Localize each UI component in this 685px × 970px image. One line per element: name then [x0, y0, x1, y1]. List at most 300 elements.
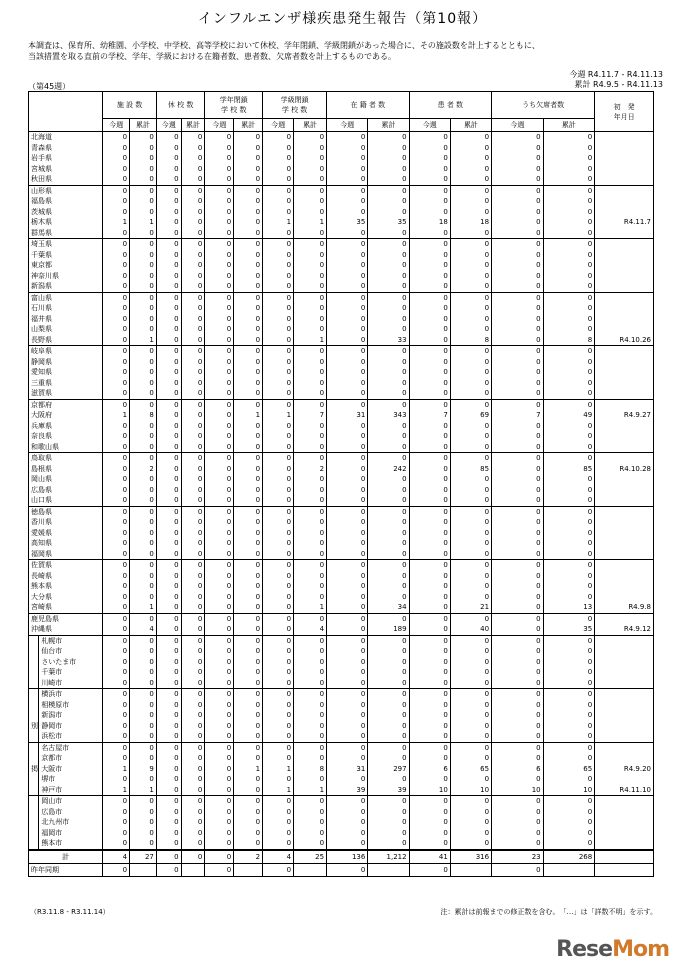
onset-date [595, 260, 654, 271]
cell-value: 0 [327, 485, 368, 496]
cell-value: 0 [130, 185, 157, 196]
cell-value: 0 [234, 560, 263, 571]
period-info [569, 70, 663, 90]
cell-value: 0 [409, 753, 450, 764]
onset-date [595, 613, 654, 624]
cell-value: 0 [156, 560, 181, 571]
cell-value: 1 [130, 335, 157, 346]
cell-value: 0 [409, 164, 450, 175]
cell-value: 0 [130, 453, 157, 464]
cell-value: 0 [492, 143, 544, 154]
cell-value: 0 [327, 624, 368, 635]
row-name: 大分県 [29, 592, 103, 603]
cell-value: 0 [492, 357, 544, 368]
cell-value: 0 [205, 817, 234, 828]
cell-value: 0 [103, 303, 130, 314]
cell-value: 0 [263, 495, 294, 506]
cell-value: 0 [205, 646, 234, 657]
side-label [29, 700, 39, 711]
cell-value: 0 [450, 357, 491, 368]
cell-value: 0 [327, 388, 368, 399]
cell-value: 0 [409, 624, 450, 635]
cell-value: 0 [181, 602, 205, 613]
cell-value: 0 [263, 196, 294, 207]
cell-value: 0 [409, 143, 450, 154]
cell-value: 0 [130, 517, 157, 528]
cell-value: 0 [156, 863, 181, 876]
cell-value: 0 [263, 581, 294, 592]
cell-value: 0 [130, 281, 157, 292]
cell-value: 0 [327, 367, 368, 378]
cell-value: 0 [409, 538, 450, 549]
header-sub: 累計 [181, 119, 205, 132]
cell-value: 0 [181, 764, 205, 775]
table-row [29, 817, 654, 828]
cell-value: 65 [450, 764, 491, 775]
cell-value: 0 [205, 474, 234, 485]
cell-value [368, 863, 409, 876]
cell-value: 0 [205, 710, 234, 721]
cell-value: 0 [156, 828, 181, 839]
table-row [29, 753, 654, 764]
cell-value: 1,212 [368, 850, 409, 864]
cell-value: 0 [156, 528, 181, 539]
cell-value: 0 [492, 346, 544, 357]
cell-value: 0 [492, 281, 544, 292]
cell-value: 0 [543, 196, 595, 207]
cell-value: 0 [492, 817, 544, 828]
table-row [29, 538, 654, 549]
row-name: 神戸市 [39, 785, 103, 796]
cell-value: 0 [103, 132, 130, 143]
cell-value: 0 [294, 314, 327, 325]
cell-value: 0 [156, 260, 181, 271]
cell-value: 0 [543, 817, 595, 828]
cell-value: 0 [103, 196, 130, 207]
onset-date [595, 560, 654, 571]
cell-value: 0 [327, 528, 368, 539]
cell-value: 0 [181, 250, 205, 261]
cell-value: 0 [103, 335, 130, 346]
cell-value: 0 [450, 260, 491, 271]
cell-value: 0 [263, 239, 294, 250]
cell-value: 0 [450, 442, 491, 453]
cell-value: 0 [156, 335, 181, 346]
cell-value: 0 [543, 367, 595, 378]
footnote-last-year-period: （R3.11.8 - R3.11.14） [30, 908, 110, 916]
header-group: 施 設 数 [103, 92, 157, 119]
cell-value: 0 [130, 239, 157, 250]
cell-value: 0 [156, 624, 181, 635]
cell-value: 0 [205, 153, 234, 164]
table-row [29, 399, 654, 410]
row-name: 広島県 [29, 485, 103, 496]
cell-value: 268 [543, 850, 595, 864]
onset-date: R4.11.10 [595, 785, 654, 796]
cell-value: 0 [234, 838, 263, 850]
row-name: 堺市 [39, 774, 103, 785]
cell-value: 0 [450, 346, 491, 357]
cell-value: 0 [156, 646, 181, 657]
cell-value: 0 [327, 495, 368, 506]
cell-value: 23 [492, 850, 544, 864]
cell-value: 0 [450, 196, 491, 207]
cell-value: 0 [156, 399, 181, 410]
cell-value: 0 [327, 239, 368, 250]
cell-value: 0 [234, 785, 263, 796]
cell-value: 0 [368, 646, 409, 657]
last-year-row [29, 863, 654, 876]
cell-value: 0 [492, 796, 544, 807]
cell-value: 0 [181, 796, 205, 807]
cell-value: 0 [409, 646, 450, 657]
onset-date: R4.9.8 [595, 602, 654, 613]
side-label [29, 657, 39, 668]
cell-value: 0 [543, 260, 595, 271]
cell-value: 0 [543, 399, 595, 410]
cell-value: 0 [368, 635, 409, 646]
cell-value: 0 [492, 517, 544, 528]
cell-value: 0 [234, 196, 263, 207]
onset-date: R4.9.12 [595, 624, 654, 635]
row-name: 名古屋市 [39, 742, 103, 753]
cell-value: 0 [543, 506, 595, 517]
cell-value: 0 [103, 292, 130, 303]
cell-value: 0 [294, 495, 327, 506]
side-label [29, 635, 39, 646]
cell-value [450, 863, 491, 876]
onset-date [595, 571, 654, 582]
onset-date [595, 796, 654, 807]
cell-value: 0 [543, 185, 595, 196]
row-name: 岩手県 [29, 153, 103, 164]
cell-value: 0 [450, 185, 491, 196]
cell-value: 0 [492, 153, 544, 164]
cell-value: 0 [368, 303, 409, 314]
cell-value: 0 [181, 838, 205, 850]
cell-value: 0 [234, 164, 263, 175]
cell-value: 0 [205, 785, 234, 796]
cell-value: 0 [234, 421, 263, 432]
cell-value: 0 [234, 828, 263, 839]
cell-value: 1 [103, 764, 130, 775]
side-label [29, 646, 39, 657]
cell-value: 0 [156, 571, 181, 582]
cell-value: 0 [543, 388, 595, 399]
table-row [29, 602, 654, 613]
cell-value: 0 [409, 250, 450, 261]
cell-value: 6 [492, 764, 544, 775]
cell-value: 0 [103, 431, 130, 442]
cell-value: 0 [409, 399, 450, 410]
cell-value: 0 [156, 838, 181, 850]
cell-value: 0 [103, 346, 130, 357]
cell-value: 0 [543, 807, 595, 818]
cell-value: 0 [263, 678, 294, 689]
cell-value: 0 [263, 388, 294, 399]
week-label: （第45週） [28, 82, 71, 91]
cell-value: 0 [181, 689, 205, 700]
cell-value: 0 [205, 495, 234, 506]
cell-value: 0 [543, 174, 595, 185]
cell-value: 0 [130, 303, 157, 314]
cell-value: 0 [294, 164, 327, 175]
table-row [29, 442, 654, 453]
cell-value: 0 [205, 399, 234, 410]
cell-value: 0 [205, 828, 234, 839]
cell-value: 0 [156, 613, 181, 624]
cell-value: 0 [181, 581, 205, 592]
cell-value: 0 [234, 678, 263, 689]
header-sub: 今週 [263, 119, 294, 132]
onset-date [595, 185, 654, 196]
cell-value: 0 [327, 678, 368, 689]
cell-value: 18 [409, 217, 450, 228]
header-group: 患 者 数 [409, 92, 492, 119]
cell-value: 33 [368, 335, 409, 346]
cell-value: 0 [409, 303, 450, 314]
cell-value: 0 [368, 174, 409, 185]
cell-value: 0 [103, 506, 130, 517]
cell-value: 0 [543, 721, 595, 732]
cell-value: 0 [543, 378, 595, 389]
cell-value: 0 [492, 292, 544, 303]
row-name: 熊本市 [39, 838, 103, 850]
cell-value: 0 [234, 796, 263, 807]
cell-value: 0 [130, 324, 157, 335]
cell-value: 0 [327, 335, 368, 346]
cell-value: 0 [263, 624, 294, 635]
cell-value: 0 [205, 774, 234, 785]
cell-value: 0 [156, 164, 181, 175]
onset-date [595, 731, 654, 742]
side-label [29, 838, 39, 850]
cell-value: 0 [103, 678, 130, 689]
cell-value: 0 [409, 260, 450, 271]
table-row [29, 260, 654, 271]
table-row [29, 624, 654, 635]
cell-value: 0 [294, 132, 327, 143]
cell-value [294, 863, 327, 876]
cell-value: 1 [294, 785, 327, 796]
cell-value: 0 [234, 357, 263, 368]
cell-value: 0 [130, 592, 157, 603]
side-label [29, 742, 39, 753]
intro-line: 当該措置を取る直前の学校、学年、学級における在籍者数、患者数、欠席者数を計上するものである。 [28, 52, 396, 61]
cell-value: 0 [368, 346, 409, 357]
cell-value: 0 [409, 721, 450, 732]
table-row [29, 174, 654, 185]
header-group: うち欠席者数 [492, 92, 595, 119]
cell-value: 0 [156, 153, 181, 164]
cell-value: 8 [450, 335, 491, 346]
cell-value: 0 [294, 485, 327, 496]
cell-value: 0 [409, 517, 450, 528]
cell-value: 0 [450, 592, 491, 603]
cell-value: 0 [156, 421, 181, 432]
cell-value: 0 [205, 796, 234, 807]
cell-value: 0 [409, 807, 450, 818]
table-row [29, 657, 654, 668]
cell-value: 0 [409, 560, 450, 571]
onset-date [595, 143, 654, 154]
cell-value: 0 [368, 689, 409, 700]
cell-value: 0 [263, 421, 294, 432]
table-row [29, 207, 654, 218]
cell-value: 0 [263, 721, 294, 732]
cell-value: 0 [492, 442, 544, 453]
cell-value: 0 [492, 132, 544, 143]
header-row-sub [29, 119, 654, 132]
cell-value: 0 [234, 624, 263, 635]
cell-value: 4 [263, 850, 294, 864]
cell-value: 0 [327, 346, 368, 357]
cell-value: 0 [294, 421, 327, 432]
cell-value: 0 [130, 613, 157, 624]
cell-value: 0 [294, 581, 327, 592]
cell-value: 13 [543, 602, 595, 613]
cell-value: 0 [368, 378, 409, 389]
cell-value: 0 [130, 367, 157, 378]
cell-value: 0 [543, 239, 595, 250]
cell-value: 0 [234, 646, 263, 657]
cell-value: 0 [103, 838, 130, 850]
cell-value: 34 [368, 602, 409, 613]
cell-value: 0 [543, 753, 595, 764]
cell-value: 0 [205, 292, 234, 303]
cell-value: 0 [543, 657, 595, 668]
cell-value: 0 [181, 549, 205, 560]
cell-value: 0 [543, 303, 595, 314]
cell-value: 0 [294, 399, 327, 410]
cell-value: 0 [234, 260, 263, 271]
cell-value: 0 [543, 143, 595, 154]
cell-value: 69 [450, 410, 491, 421]
row-name: 栃木県 [29, 217, 103, 228]
cell-value: 0 [156, 678, 181, 689]
cell-value: 0 [294, 271, 327, 282]
cell-value: 0 [327, 185, 368, 196]
cell-value: 0 [234, 602, 263, 613]
row-name: 島根県 [29, 464, 103, 475]
cell-value: 0 [327, 817, 368, 828]
cell-value: 0 [409, 689, 450, 700]
cell-value: 0 [103, 314, 130, 325]
cell-value: 0 [103, 796, 130, 807]
cell-value: 0 [450, 281, 491, 292]
onset-date [595, 710, 654, 721]
cell-value: 0 [368, 528, 409, 539]
cell-value: 0 [409, 828, 450, 839]
cell-value: 0 [234, 324, 263, 335]
onset-date [595, 153, 654, 164]
cell-value: 0 [130, 581, 157, 592]
cell-value: 0 [409, 324, 450, 335]
cell-value: 0 [181, 228, 205, 239]
cell-value: 0 [409, 196, 450, 207]
cell-value: 0 [234, 303, 263, 314]
cell-value: 0 [450, 228, 491, 239]
cell-value: 0 [130, 421, 157, 432]
cell-value: 0 [492, 314, 544, 325]
row-name: 岐阜県 [29, 346, 103, 357]
cell-value: 0 [450, 538, 491, 549]
cell-value: 0 [409, 174, 450, 185]
cell-value: 0 [492, 538, 544, 549]
cell-value: 0 [205, 421, 234, 432]
cell-value: 0 [156, 657, 181, 668]
cell-value: 0 [450, 657, 491, 668]
cell-value: 0 [130, 549, 157, 560]
row-name: 熊本県 [29, 581, 103, 592]
cell-value: 0 [543, 281, 595, 292]
cell-value: 0 [409, 635, 450, 646]
cell-value: 0 [492, 239, 544, 250]
cell-value: 0 [263, 592, 294, 603]
cell-value: 0 [368, 549, 409, 560]
cell-value: 0 [130, 132, 157, 143]
total-row [29, 850, 654, 864]
cell-value: 0 [130, 528, 157, 539]
cell-value: 25 [294, 850, 327, 864]
table-row [29, 528, 654, 539]
row-name: 新潟県 [29, 281, 103, 292]
side-label [29, 753, 39, 764]
cell-value: 0 [234, 217, 263, 228]
table-row [29, 431, 654, 442]
cell-value: 0 [327, 431, 368, 442]
row-name: 札幌市 [39, 635, 103, 646]
cell-value: 0 [156, 753, 181, 764]
table-row [29, 506, 654, 517]
cell-value: 0 [181, 678, 205, 689]
cell-value: 0 [368, 774, 409, 785]
table-row [29, 335, 654, 346]
cell-value: 0 [156, 217, 181, 228]
cell-value: 0 [234, 613, 263, 624]
table-row [29, 185, 654, 196]
cell-value: 0 [156, 228, 181, 239]
row-name: 横浜市 [39, 689, 103, 700]
cell-value: 0 [294, 207, 327, 218]
row-name: 神奈川県 [29, 271, 103, 282]
cell-value: 0 [103, 495, 130, 506]
cell-value: 2 [294, 464, 327, 475]
cell-value: 0 [181, 217, 205, 228]
cell-value: 0 [294, 196, 327, 207]
table-row [29, 324, 654, 335]
cell-value: 0 [294, 807, 327, 818]
cell-value: 0 [409, 207, 450, 218]
onset-date [595, 678, 654, 689]
row-name: 埼玉県 [29, 239, 103, 250]
cell-value: 0 [327, 613, 368, 624]
cell-value: 0 [103, 828, 130, 839]
onset-date [595, 828, 654, 839]
cell-value: 0 [205, 303, 234, 314]
cell-value: 0 [205, 700, 234, 711]
cell-value: 0 [327, 464, 368, 475]
cell-value: 0 [368, 592, 409, 603]
period-cumulative: 累計 R4.9.5 - R4.11.13 [574, 80, 663, 89]
onset-date [595, 774, 654, 785]
table-row [29, 196, 654, 207]
cell-value: 0 [103, 571, 130, 582]
cell-value: 0 [543, 485, 595, 496]
cell-value: 0 [130, 207, 157, 218]
cell-value: 0 [492, 388, 544, 399]
cell-value: 1 [294, 335, 327, 346]
